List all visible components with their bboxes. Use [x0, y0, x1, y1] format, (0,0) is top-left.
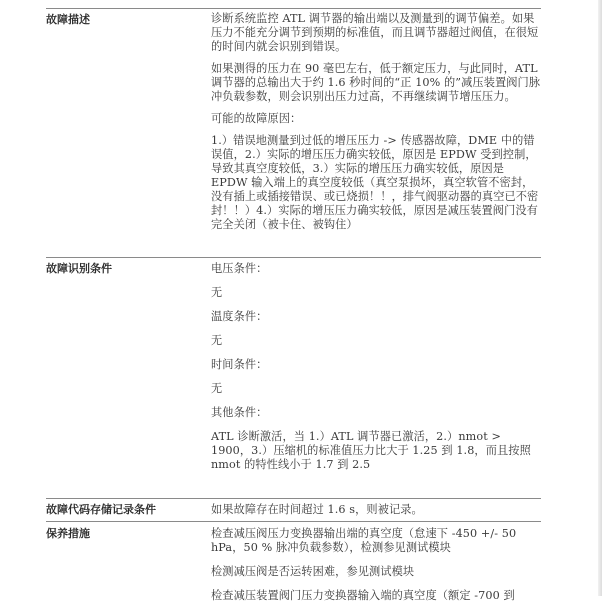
row-label-maintenance-measures: 保养措施	[46, 527, 90, 540]
voltage-condition-label: 电压条件：	[211, 262, 268, 275]
voltage-condition-value: 无	[211, 286, 223, 299]
row-divider	[46, 498, 541, 499]
page-edge-shadow	[598, 0, 602, 596]
maintenance-measures-content	[211, 527, 541, 603]
row-label-storage-conditions: 故障代码存储记录条件	[46, 503, 156, 516]
row-divider	[46, 8, 541, 9]
maintenance-step: 检查减压装置阀门压力变换器输入端的真空度（额定 -700 到	[211, 589, 515, 602]
fault-causes-heading: 可能的故障原因：	[211, 112, 302, 125]
row-divider	[46, 521, 541, 522]
fault-description-paragraph: 如果测得的压力在 90 毫巴左右，低于额定压力，与此同时，ATL 调节器的总输出大于约 1.6 秒时间的“正 10% 的”减压装置阀门脉冲负载参数，则会识别出压力过高，不再继续调节增压压力。	[211, 62, 541, 103]
row-label-detection-conditions: 故障识别条件	[46, 262, 112, 275]
storage-conditions-content	[211, 503, 541, 517]
temperature-condition-label: 温度条件：	[211, 310, 268, 323]
temperature-condition-value: 无	[211, 334, 223, 347]
detection-conditions-content	[211, 262, 541, 472]
other-condition-value: ATL 诊断激活，当 1.）ATL 调节器已激活，2.）nmot > 1900，3.）压缩机的标准值压力比大于 1.25 到 1.8，而且按照 nmot 的特性线小于 1.7 到 2.5	[211, 430, 531, 471]
maintenance-step: 检测减压阀是否运转困难，参见测试模块	[211, 565, 415, 578]
maintenance-step: 检查减压阀压力变换器输出端的真空度（怠速下 -450 +/- 50 hPa，50 % 脉冲负载参数），检测参见测试模块	[211, 527, 517, 554]
time-condition-value: 无	[211, 382, 223, 395]
row-divider	[46, 257, 541, 258]
row-label-fault-description: 故障描述	[46, 13, 90, 26]
fault-causes-list: 1.）错误地测量到过低的增压压力 -> 传感器故障，DME 中的错误值，2.）实际的增压压力确实较低，原因是 EPDW 受到控制，导致其真空度较低，3.）实际的增压压力确实较低，原因是 EPDW 输入端上的真空度较低（真空泵损坏，真空软管不密封，没有插上或插接错误、或已烧损！！，排气阀驱动器的真空已不密封！！）4.）实际的增压压力确实较低，原因是减压装置阀门没有完全关闭（被卡住、被钩住）	[211, 134, 539, 231]
storage-condition-text: 如果故障存在时间超过 1.6 s，则被记录。	[211, 503, 423, 516]
fault-description-paragraph: 诊断系统监控 ATL 调节器的输出端以及测量到的调节偏差。如果压力不能充分调节到预期的标准值，而且调节器超过阀值，在很短的时间内就会识别到错误。	[211, 12, 539, 53]
time-condition-label: 时间条件：	[211, 358, 268, 371]
fault-description-content	[211, 12, 541, 232]
other-condition-label: 其他条件：	[211, 406, 268, 419]
